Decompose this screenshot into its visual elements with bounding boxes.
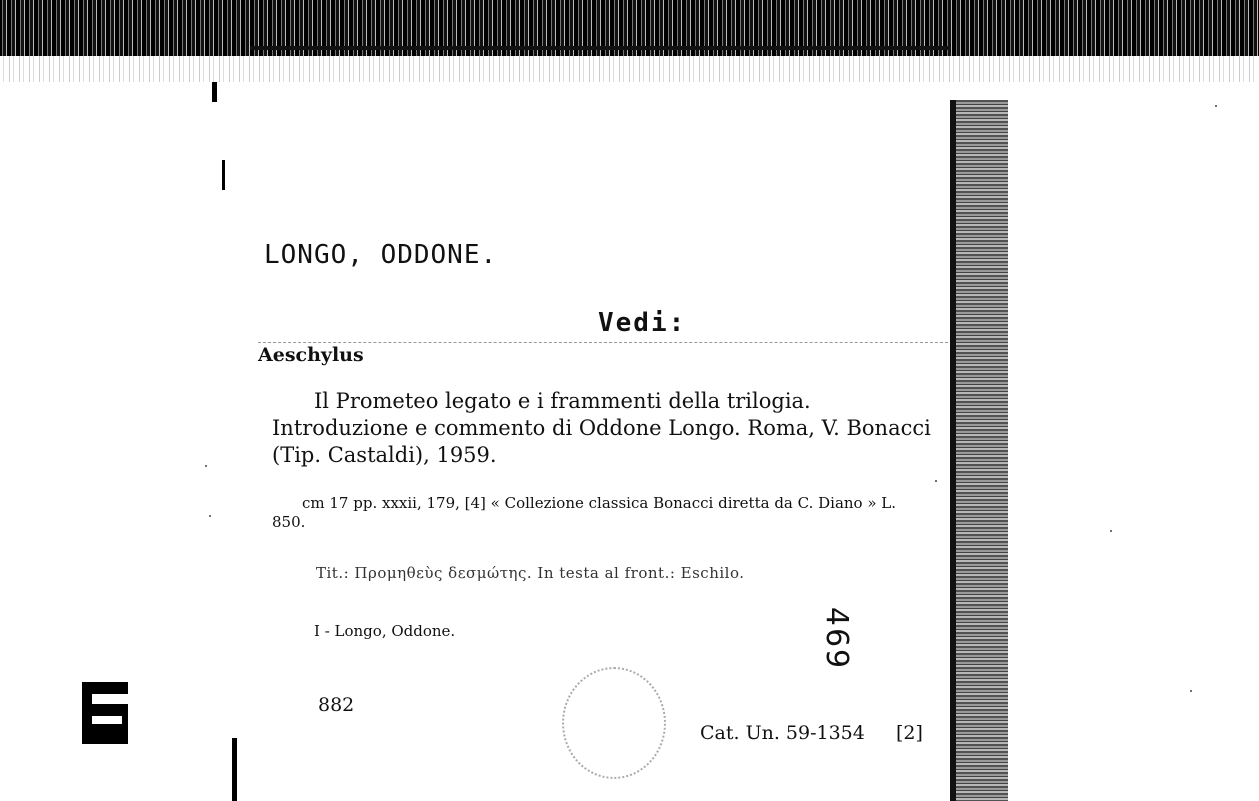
collation-line: cm 17 pp. xxxii, 179, [4] « Collezione classica Bonacci diretta da C. Diano » L. 850.	[272, 494, 897, 531]
call-number-stamp	[812, 608, 862, 668]
stamp-f-icon	[82, 682, 128, 744]
card-heading: LONGO, ODDONE.	[264, 240, 498, 270]
speck	[209, 515, 211, 517]
scan-mark	[222, 160, 225, 190]
card-right-edge-shadow	[950, 100, 1008, 801]
card-top-edge	[250, 46, 950, 50]
scan-mark	[232, 738, 237, 801]
punch-hole	[562, 667, 666, 779]
speck	[1215, 105, 1217, 107]
card-right-edge	[950, 100, 956, 801]
author-entry: Aeschylus	[258, 344, 364, 366]
speck	[935, 480, 937, 482]
title-note: Tit.: Προμηθεὺς δεσμώτης. In testa al front.: Eschilo.	[316, 564, 745, 582]
catalog-number: Cat. Un. 59-1354	[700, 722, 865, 744]
see-reference-label: Vedi:	[598, 308, 687, 338]
scan-noise-band-light	[0, 56, 1259, 82]
title-entry: Il Prometeo legato e i frammenti della trilogia. Introduzione e commento di Oddone Longo. Roma, V. Bonacci (Tip. Castaldi), 1959.	[272, 389, 931, 467]
speck	[1110, 530, 1112, 532]
speck	[205, 465, 207, 467]
speck	[1190, 690, 1192, 692]
catalog-suffix: [2]	[896, 722, 923, 744]
call-number: 469	[819, 606, 855, 670]
tracing-entry: I - Longo, Oddone.	[314, 622, 456, 640]
scan-mark	[212, 82, 217, 102]
card-number: 882	[318, 694, 355, 716]
